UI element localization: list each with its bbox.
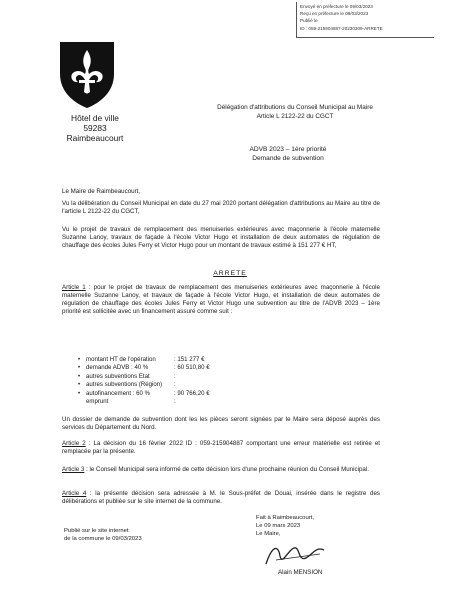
stamp-line: Publié le [300,18,318,24]
arrete-heading: ARRETE [213,270,247,277]
prefecture-stamp [296,2,434,38]
handwritten-signature-icon [262,540,332,570]
list-item: • autofinancement : 60 % : 90 766,20 € [78,389,210,397]
vu-paragraph-1: Vu la délibération du Conseil Municipal en date du 27 mai 2020 portant délégation d'attributions au Maire au titre de l'article L 2122-22 du CGCT, [62,200,380,215]
list-item: • demande ADVB : 40 % : 60 510,80 € [78,364,210,372]
article-2-text: : La décision du 16 février 2022 ID : 059-215904887 comportant une erreur matérielle est retirée et remplacée par la présente. [62,440,380,455]
list-item: • autres subventions (Région) : [78,381,176,389]
publication-line: Publié sur le site internet [64,528,129,534]
signature-block [256,515,366,538]
publication-note [64,528,184,544]
article-3-label: Article 3 [62,466,85,473]
signer-name: Alain MENSION [278,569,323,576]
intro-paragraph: Le Maire de Raimbeaucourt, [62,188,141,195]
ref-line: Demande de subvention [252,154,324,162]
article-4-text: : la présente décision sera adressée à M. le Sous-préfet de Douai, insérée dans le registre des délibérations et publiée sur le site internet de la commune. [62,490,380,505]
town-address [55,113,135,143]
list-item: • montant HT de l'opération : 151 277 € [78,356,205,363]
financing-list [78,356,278,406]
article-4-label: Article 4 [62,490,87,497]
coat-of-arms-icon [58,40,116,110]
article-1-label: Article 1 [62,284,86,291]
title-line: Article L 2122-22 du CGCT [256,112,334,120]
article-4 [62,490,380,506]
stamp-line: ID : 059-215904887-20230309-ARRETE [300,25,383,31]
list-item: emprunt : [86,398,176,406]
document-title [195,104,395,121]
sign-date: Le 09 mars 2023 [256,522,301,529]
article-2 [62,440,380,456]
sign-role: Le Maire, [256,530,281,537]
article-3-text: : le Conseil Municipal sera informé de cette décision lors d'une prochaine réunion du Conseil Municipal. [84,466,369,473]
dossier-paragraph: Un dossier de demande de subvention dont les les pièces seront signées par le Maire sera déposé auprès des services du Département du Nord. [62,416,380,431]
vu-paragraph-2: Vu le projet de travaux de remplacement des menuiseries extérieures avec maçonnerie à l'école maternelle Suzanne Lanoy, travaux de façade à l'école Victor Hugo et installation de deux automates de régulation de chauffage des écoles Jules Ferry et Victor Hugo pour un montant de travaux estimé à 151 277 € HT, [62,226,380,249]
article-1-text: : pour le projet de travaux de remplacement des menuiseries extérieures avec maçonnerie à l'école maternelle Suzanne Lanoy, et travaux de façade à l'école Victor Hugo, et installation de deux automates de régulation de chauffage des écoles Jules Ferry et Victor Hugo une subvention au titre de l'ADVB 2023 – 1ère priorité est sollicitée avec un financement assuré comme suit : [62,284,380,315]
publication-line: de la commune le 09/03/2023 [64,535,142,542]
stamp-line: Reçu en préfecture le 09/03/2023 [300,11,369,17]
ref-line: ADVB 2023 – 1ère priorité [249,146,327,153]
article-3 [62,466,380,474]
sign-place: Fait à Raimbeaucourt, [256,515,314,521]
stamp-line: Envoyé en préfecture le 09/03/2023 [300,4,373,9]
document-reference [208,146,368,163]
article-2-label: Article 2 [62,440,86,447]
article-1 [62,284,380,316]
title-line: Délégation d'attributions du Conseil Municipal au Maire [217,104,373,111]
town-hall-label: Hôtel de ville [71,113,119,123]
list-item: • autres subventions Etat : [78,372,176,380]
town-postcode: 59283 Raimbeaucourt [66,123,124,143]
